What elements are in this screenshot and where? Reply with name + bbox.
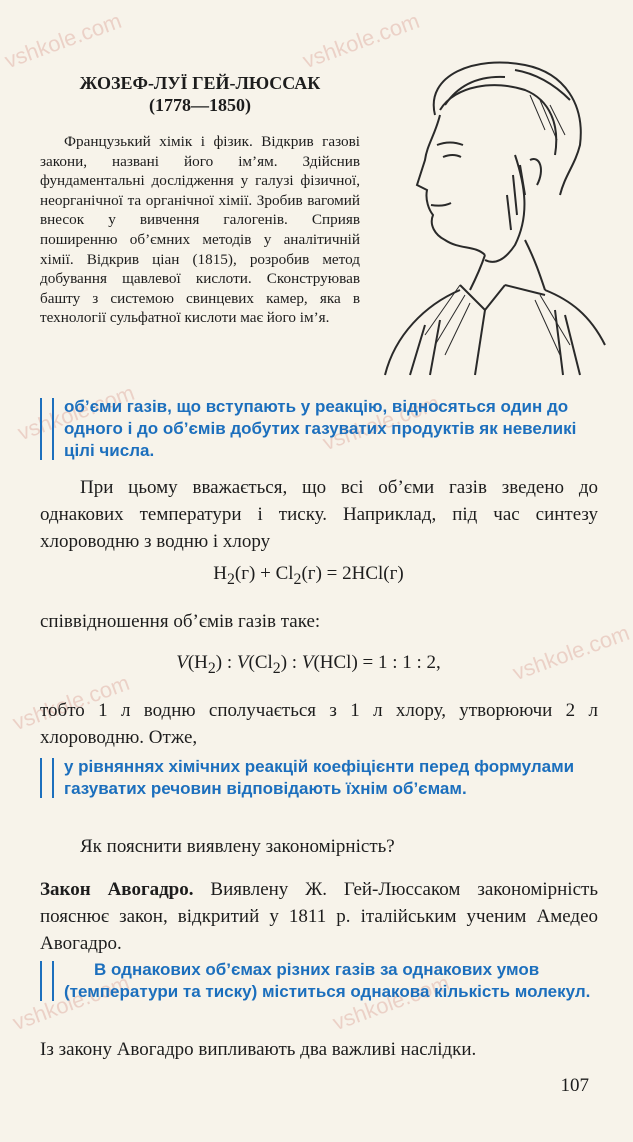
biography-text: Французький хімік і фізик. Відкрив газові закони, названі його ім’ям. Здійснив фундаментальні дослідження у галузі фізичної, неорганічної та органічної хімії. Зробив вагомий внесок у вивчення галогенів. Сприяв поширенню об’ємних методів у аналітичній хімії. Відкрив ціан (1815), розробив метод добування щавлевої кислоти. Сконструював башту з системою свинцевих камер, яка в технології сульфатної кислоти має його ім’я. [40,133,360,327]
portrait-image [365,45,605,375]
highlight-bar [40,758,54,798]
highlight-rule-volumes: об’єми газів, що вступають у реакцію, відносяться один до одного і до об’ємів добутих газуватих продуктів як невеликі цілі числа. [40,396,598,462]
equation-synthesis: $H_2(г) + Cl_2(г) = 2HCl(г)$ [213,563,404,588]
equation-volume-ratio: $V(H_2)$ : $V(Cl_2)$ : V(HCl) = 1 : 1 : 2, [176,652,441,677]
watermark: vshkole.com [1,7,125,74]
watermark: vshkole.com [14,379,138,446]
avogadro-law-paragraph: Закон Авогадро. Виявлену Ж. Гей-Люссаком закономірність пояснює закон, відкритий у 1811 р. італійським ученим Амедео Авогадро. [40,879,598,954]
paragraph: При цьому вважається, що всі об’єми газів зведено до однакових температури і тиску. Наприклад, під час синтезу хлороводню з водню і хлору [40,477,598,552]
paragraph: співвідношення об’ємів газів таке: [40,611,321,632]
law-title: Закон Авогадро. [40,879,194,900]
question-text: Як пояснити виявлену закономірність? [80,836,395,857]
highlight-avogadro-law: В однакових об’ємах різних газів за однакових умов (температури та тиску) міститься однакова кількість молекул. [40,959,598,1003]
watermark: vshkole.com [509,619,633,686]
highlight-bar [40,398,54,460]
watermark: vshkole.com [329,969,453,1036]
scientist-years: (1778—1850) [149,95,251,115]
watermark: vshkole.com [9,669,133,736]
biography-title [40,72,360,116]
paragraph: тобто 1 л водню сполучається з 1 л хлору, утворюючи 2 л хлороводню. Отже, [40,700,598,748]
page-number: 107 [560,1075,589,1096]
watermark: vshkole.com [319,389,443,456]
highlight-bar [40,961,54,1001]
paragraph: Із закону Авогадро випливають два важливі наслідки. [40,1039,477,1060]
watermark: vshkole.com [299,7,423,74]
watermark: vshkole.com [9,969,133,1036]
scientist-name: ЖОЗЕФ-ЛУЇ ГЕЙ-ЛЮССАК [79,73,321,93]
highlight-rule-coefficients: у рівняннях хімічних реакцій коефіцієнти перед формулами газуватих речовин відповідають їхнім об’ємам. [40,756,598,800]
